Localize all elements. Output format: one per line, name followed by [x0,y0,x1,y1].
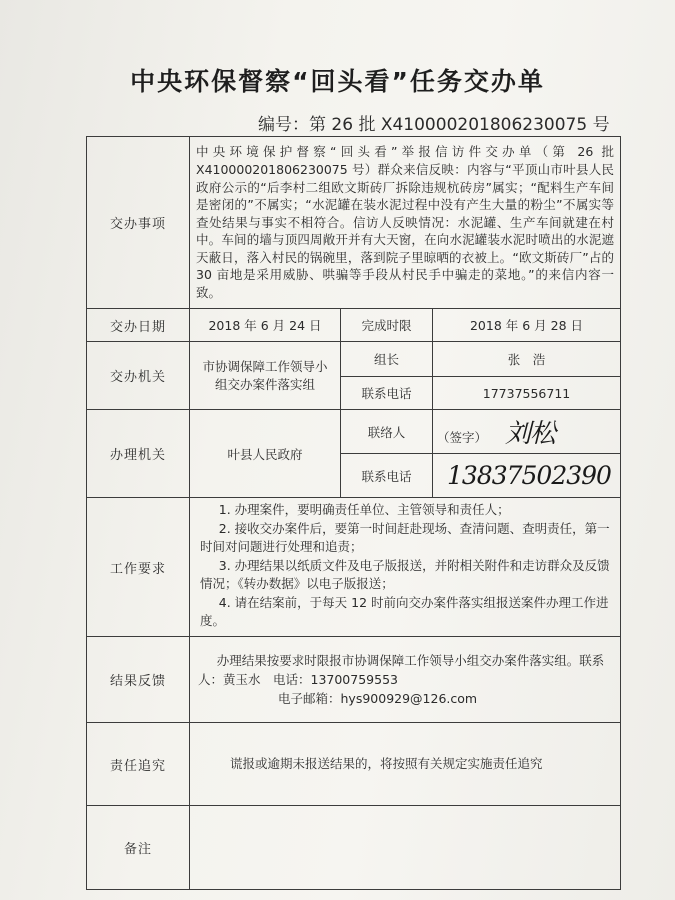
deadline-value: 2018 年 6 月 28 日 [433,309,621,342]
date-value: 2018 年 6 月 24 日 [190,309,341,342]
contact-signature: 刘松 [505,419,556,449]
contact-phone-label: 联系电话 [341,454,433,498]
phone-value: 17737556711 [433,377,621,410]
requirement-item: 2. 接收交办案件后，要第一时间赶赴现场、查清问题、查明责任，第一时间对问题进行处理和追责； [200,520,610,555]
feedback-email: 电子邮箱：hys900929@126.com [278,691,478,706]
remarks-label: 备注 [87,806,190,890]
assign-org-label: 交办机关 [87,342,190,410]
requirements-label: 工作要求 [87,498,190,637]
handle-org-row-1 [87,410,621,454]
date-label: 交办日期 [87,309,190,342]
remarks-content [190,806,621,890]
feedback-text: 办理结果按要求时限报市协调保障工作领导小组交办案件落实组。联系人：黄玉水 电话：13700759553 [198,653,605,687]
contact-phone-cell [433,454,621,498]
requirements-row [87,498,621,637]
requirement-item: 4. 请在结案前，于每天 12 时前向交办案件落实组报送案件办理工作进度。 [200,594,609,629]
deadline-label: 完成时限 [341,309,433,342]
document-title: 中央环保督察“回头看”任务交办单 [130,67,545,96]
date-row [87,309,621,342]
requirement-item: 3. 办理结果以纸质文件及电子版报送，并附相关附件和走访群众及反馈情况；《转办数据》以电子版报送； [200,557,610,592]
requirements-list [190,499,620,635]
handle-org-value: 叶县人民政府 [190,410,341,498]
assign-org-row-1 [87,342,621,377]
contact-sign-note: （签字） [437,430,488,445]
feedback-row [87,637,621,723]
matter-row [87,137,621,309]
accountability-row [87,723,621,806]
leader-label: 组长 [341,342,433,377]
document-number: 编号：第 26 批 X410000201806230075 号 [258,115,610,135]
assignment-form-table [86,136,621,890]
handle-org-label: 办理机关 [87,410,190,498]
contact-sign-cell [433,410,621,454]
accountability-text: 谎报或逾期未报送结果的，将按照有关规定实施责任追究 [230,756,543,772]
contact-label: 联络人 [341,410,433,454]
matter-content [190,137,621,309]
feedback-block [190,647,620,712]
assign-org-value: 市协调保障工作领导小组交办案件落实组 [190,342,341,410]
contact-phone-handwritten: 13837502390 [447,461,611,490]
feedback-label: 结果反馈 [87,637,190,723]
matter-label: 交办事项 [87,137,190,309]
accountability-label: 责任追究 [87,723,190,806]
remarks-row [87,806,621,890]
requirement-item: 1. 办理案件，要明确责任单位、主管领导和责任人； [218,502,510,518]
accountability-content [190,723,621,806]
feedback-content [190,637,621,723]
leader-value: 张 浩 [433,342,621,377]
matter-text: 中央环境保护督察“回头看”举报信访件交办单（第 26 批 X410000201806230075 号）群众来信反映：内容与“平顶山市叶县人民政府公示的“后李村二组欧文斯砖厂拆除违规杭砖房”属实；“配料生产车间是密闭的”不属实；“水泥罐在装水泥过程中没有产生大量的粉尘”不属实等查处结果与事实不相符合。信访人反映情况：水泥罐、生产车间就建在村中。车间的墙与顶四周敞开并有大天窗，在向水泥罐装水泥时喷出的水泥遮天蔽日，落入村民的锅碗里，落到院子里晾晒的衣被上。“欧文斯砖厂”占的 30 亩地是采用威胁、哄骗等手段从村民手中骗走的菜地。”的来信内容一致。 [196,144,615,301]
phone-label: 联系电话 [341,377,433,410]
requirements-content [190,498,621,637]
